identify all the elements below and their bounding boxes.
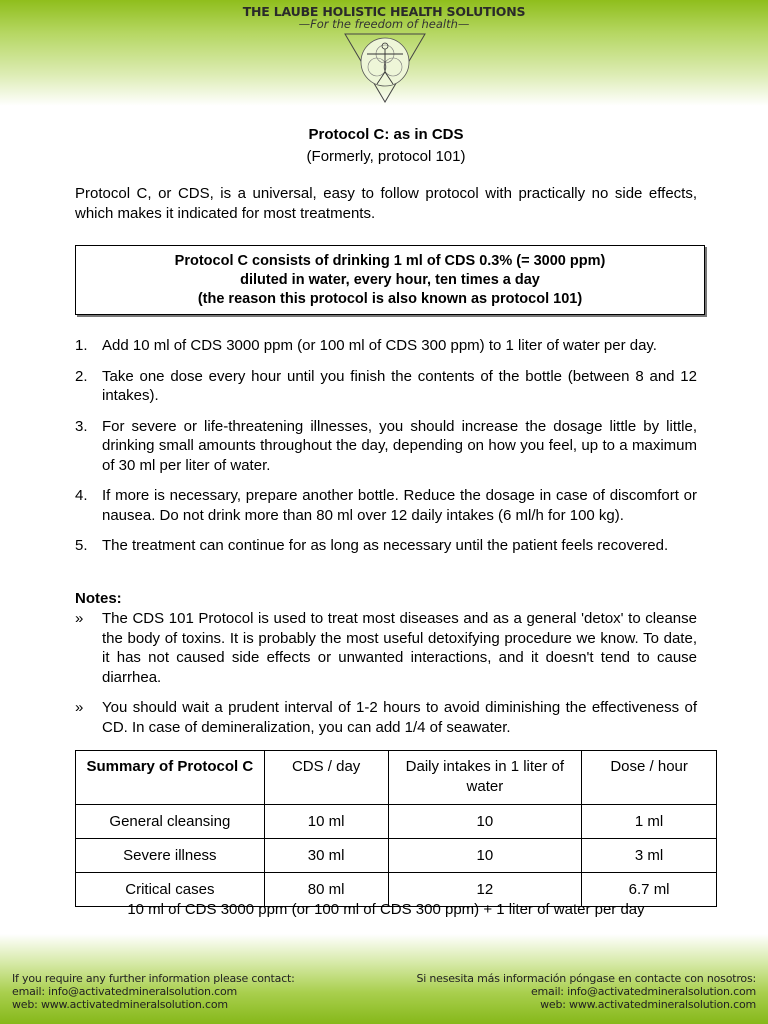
protocol-summary-box xyxy=(75,245,705,315)
footer-contact-en xyxy=(12,972,295,1011)
footer-email: email: info@activatedmineralsolution.com xyxy=(12,985,238,998)
table-cell: Severe illness xyxy=(76,839,265,873)
table-cell: Critical cases xyxy=(76,873,265,907)
step-number: 5. xyxy=(75,537,88,554)
table-row xyxy=(76,805,717,839)
table-footnote: 10 ml of CDS 3000 ppm (or 100 ml of CDS 300 ppm) + 1 liter of water per day xyxy=(127,901,645,918)
step-number: 3. xyxy=(75,417,88,435)
table-cell: 80 ml xyxy=(264,873,388,907)
table-row xyxy=(76,839,717,873)
footer-web: web: www.activatedmineralsolution.com xyxy=(12,998,228,1011)
brand-tagline: —For the freedom of health— xyxy=(298,17,470,31)
table-cell: 10 xyxy=(388,805,582,839)
list-item xyxy=(75,609,697,687)
step-text: Add 10 ml of CDS 3000 ppm (or 100 ml of CDS 300 ppm) to 1 liter of water per day. xyxy=(102,337,657,354)
footer-web: web: www.activatedmineralsolution.com xyxy=(540,998,756,1011)
notes-list xyxy=(75,609,697,748)
table-cell: General cleansing xyxy=(76,805,265,839)
footer-email: email: info@activatedmineralsolution.com xyxy=(530,985,756,998)
step-text: For severe or life-threatening illnesses, you should increase the dosage little by little, drinking small amounts throughout the day, depending on how you feel, up to a maximum of 30 ml per liter of water. xyxy=(102,417,697,474)
box-line: Protocol C consists of drinking 1 ml of CDS 0.3% (= 3000 ppm) xyxy=(174,253,606,269)
table-cell: 10 ml xyxy=(264,805,388,839)
step-number: 4. xyxy=(75,487,88,504)
brand-name: THE LAUBE HOLISTIC HEALTH SOLUTIONS xyxy=(242,4,526,19)
steps-list xyxy=(75,336,697,567)
footer-line: If you require any further information please contact: xyxy=(12,972,295,985)
step-number: 2. xyxy=(75,367,88,385)
step-number: 1. xyxy=(75,337,88,354)
table-cell: 12 xyxy=(388,873,582,907)
page-subtitle: (Formerly, protocol 101) xyxy=(306,148,466,165)
note-text: You should wait a prudent interval of 1-2 hours to avoid diminishing the effectiveness of CD. In case of demineralization, you can add 1/4 of seawater. xyxy=(102,699,697,736)
table-cell: 1 ml xyxy=(582,805,717,839)
column-header: CDS / day xyxy=(264,751,388,805)
list-item xyxy=(75,536,697,556)
footer-contact-es xyxy=(416,972,756,1011)
vitruvian-logo-icon xyxy=(343,32,427,104)
bullet-icon: » xyxy=(75,699,84,716)
list-item xyxy=(75,417,697,476)
step-text: If more is necessary, prepare another bottle. Reduce the dosage in case of discomfort or nausea. Do not drink more than 80 ml over 12 daily intakes (6 ml/h for 100 kg). xyxy=(102,487,697,524)
bullet-icon: » xyxy=(75,610,84,627)
column-header: Dose / hour xyxy=(582,751,717,805)
column-header: Summary of Protocol C xyxy=(76,751,265,805)
page-title: Protocol C: as in CDS xyxy=(308,126,464,143)
box-line: diluted in water, every hour, ten times a day xyxy=(240,272,540,288)
list-item xyxy=(75,336,697,356)
table-header-row xyxy=(76,751,717,805)
list-item xyxy=(75,367,697,406)
table-cell: 3 ml xyxy=(582,839,717,873)
table-cell: 6.7 ml xyxy=(582,873,717,907)
step-text: The treatment can continue for as long as necessary until the patient feels recovered. xyxy=(102,537,669,554)
footer-line: Si nesesita más información póngase en contacte con nosotros: xyxy=(416,972,756,985)
column-header: Daily intakes in 1 liter of water xyxy=(388,751,582,805)
list-item xyxy=(75,698,697,737)
step-text: Take one dose every hour until you finish the contents of the bottle (between 8 and 12 intakes). xyxy=(102,367,697,404)
table-cell: 10 xyxy=(388,839,582,873)
notes-heading: Notes: xyxy=(75,590,122,607)
table-cell: 30 ml xyxy=(264,839,388,873)
intro-paragraph: Protocol C, or CDS, is a universal, easy to follow protocol with practically no side effects, which makes it indicated for most treatments. xyxy=(75,185,697,222)
summary-table xyxy=(75,750,717,907)
list-item xyxy=(75,486,697,525)
note-text: The CDS 101 Protocol is used to treat most diseases and as a general 'detox' to cleanse the body of toxins. It is probably the most useful detoxifying procedure we know. To date, it has not caused side effects or unwanted interactions, and it doesn't tend to cause diarrhea. xyxy=(102,610,697,686)
box-line: (the reason this protocol is also known as protocol 101) xyxy=(197,291,583,307)
